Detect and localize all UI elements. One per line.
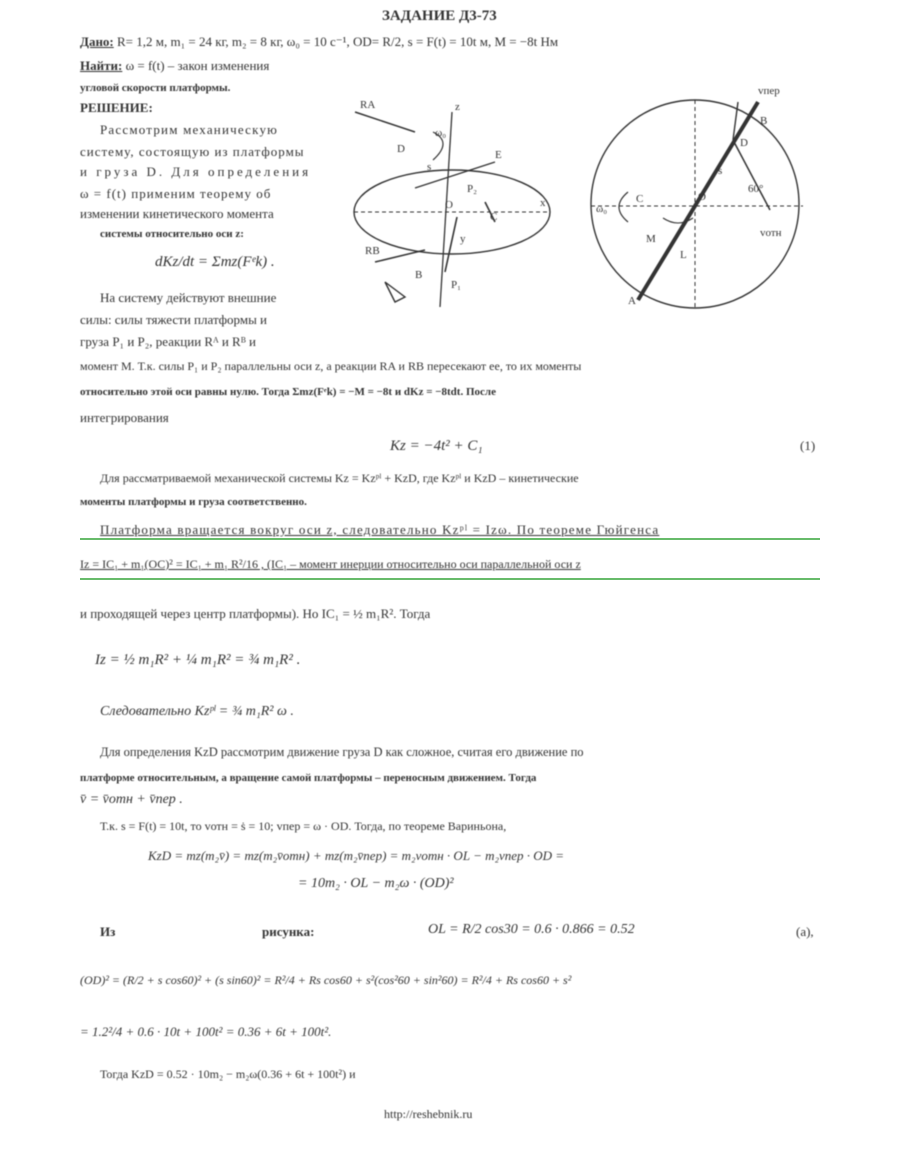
- label-b: B: [415, 269, 423, 281]
- platform-top-view-figure: [588, 82, 818, 322]
- label-y: y: [460, 233, 466, 245]
- label-60deg: 60°: [748, 183, 764, 195]
- platform-line-1: Платформа вращается вокруг оси z, следовательно Kzᵖˡ = Izω. По теореме Гюйгенса: [100, 522, 660, 537]
- eq-number-1: (1): [800, 438, 816, 453]
- eq-theorem: dKz/dt = Σmz(Fᵉk) .: [155, 254, 275, 270]
- page-title: ЗАДАНИЕ Д3-73: [382, 8, 497, 24]
- label-a: A: [628, 295, 636, 307]
- forces-line-4: момент M. Т.к. силы P₁ и P₂ параллельны оси z, а реакции RA и RB пересекают ее, то их моменты: [80, 359, 582, 373]
- figure-ref-num: (a),: [796, 924, 814, 939]
- eq-kpl: Следовательно Kzᵖˡ = ¾ m₁R² ω .: [100, 704, 294, 719]
- highlight-rule-top: [80, 538, 820, 540]
- system-line-2: моменты платформы и груза соответственно.: [80, 496, 307, 508]
- force-p1: [445, 217, 457, 272]
- load-line-3: v̄ = v̄отн + v̄пер .: [80, 792, 183, 807]
- label-c-right: C: [636, 193, 644, 205]
- label-p2: P₂: [467, 183, 477, 195]
- label-o: O: [445, 199, 453, 211]
- platform-3d-figure: [345, 92, 560, 312]
- label-votn: vотн: [760, 227, 782, 239]
- system-line-1: Для рассматриваемой механической системы Kz = Kzᵖˡ + KzD, где Kzᵖˡ и KzD – кинетические: [100, 471, 579, 485]
- label-rb: RB: [365, 245, 380, 257]
- forces-line-5: относительно этой оси равны нулю. Тогда Σmz(Fᵉk) = −M = −8t и dKz = −8tdt. После: [80, 386, 496, 398]
- solution-label: РЕШЕНИЕ:: [80, 100, 153, 115]
- intro-line-5: изменении кинетического момента: [80, 206, 274, 221]
- label-o-right: O: [698, 191, 706, 203]
- find-label: Найти:: [80, 58, 123, 73]
- intro-line-1: Рассмотрим механическую: [100, 122, 279, 137]
- label-b-right: B: [760, 115, 768, 127]
- highlight-rule-bottom: [80, 578, 820, 580]
- label-s-right: s: [718, 165, 723, 177]
- intro-line-2: систему, состоящую из платформы: [80, 144, 305, 159]
- label-e: E: [495, 149, 502, 161]
- find-text-2: угловой скорости платформы.: [80, 82, 231, 94]
- label-l: L: [680, 249, 687, 261]
- final-line: Тогда KzD = 0.52 · 10m₂ − m₂ω(0.36 + 6t + 100t²) и: [100, 1067, 356, 1081]
- figure-ref-left: Из: [100, 924, 116, 939]
- tk-line: Т.к. s = F(t) = 10t, то vотн = ṡ = 10; vпер = ω · OD. Тогда, по теореме Вариньона,: [100, 819, 507, 833]
- figure-ref-eq: OL = R/2 cos30 = 0.6 · 0.866 = 0.52: [428, 922, 635, 937]
- omega-arc-right: [619, 192, 628, 222]
- forces-line-2: силы: силы тяжести платформы и: [80, 312, 268, 327]
- intro-line-4: ω = f(t) применим теорему об: [80, 186, 272, 201]
- label-x: x: [540, 197, 546, 209]
- reaction-ra: [355, 112, 415, 132]
- footer-url: http://reshebnik.ru: [384, 1107, 473, 1121]
- platform-line-2: Iz = IC₁ + m₁(OC)² = IC₁ + m₁ R²/16 , (IC₁ – момент инерции относительно оси параллельной оси z: [80, 557, 581, 571]
- label-s: s: [427, 161, 432, 173]
- label-d-right: D: [740, 137, 748, 149]
- given-label: Дано:: [80, 34, 114, 49]
- find-text-1: ω = f(t) – закон изменения: [125, 58, 270, 73]
- label-vper: vпер: [758, 85, 780, 97]
- label-p1: P₁: [451, 279, 461, 291]
- given-line: [80, 34, 558, 50]
- given-text: R= 1,2 м, m₁ = 24 кг, m₂ = 8 кг, ω₀ = 10 с⁻¹, OD= R/2, s = F(t) = 10t м, M = −8t Нм: [117, 34, 559, 49]
- figure-ref-middle: рисунка:: [262, 924, 315, 939]
- reaction-rb: [375, 250, 425, 262]
- eq-od-1: (OD)² = (R/2 + s cos60)² + (s sin60)² = R²/4 + Rs cos60 + s²(cos²60 + sin²60) = R²/4 + Rs cos60 + s²: [80, 973, 572, 987]
- label-ra: RA: [360, 99, 376, 111]
- forces-line-3: груза P₁ и P₂, реакции Rᴬ и Rᴮ и: [80, 334, 256, 349]
- label-omega0: ω₀: [435, 127, 447, 139]
- load-line-2: платформе относительным, а вращение самой платформы – переносным движением. Тогда: [80, 772, 537, 784]
- label-c: C: [490, 211, 498, 223]
- label-z: z: [455, 101, 460, 113]
- load-line-1: Для определения KzD рассмотрим движение груза D как сложное, считая его движение по: [100, 745, 584, 759]
- support-b: [385, 282, 405, 302]
- eq-varignon-2: = 10m₂ · OL − m₂ω · (OD)²: [298, 876, 454, 891]
- eq-inertia: Iz = ½ m₁R² + ¼ m₁R² = ¾ m₁R² .: [95, 652, 301, 668]
- label-m: M: [646, 233, 656, 245]
- forces-line-6: интегрирования: [80, 410, 169, 425]
- label-omega0-right: ω₀: [596, 203, 608, 215]
- eq-od-2: = 1.2²/4 + 0.6 · 10t + 100t² = 0.36 + 6t + 100t².: [80, 1024, 332, 1039]
- eq-integrated: Kz = −4t² + C₁: [390, 438, 483, 454]
- v-otn-vector: [733, 140, 770, 210]
- label-d: D: [397, 143, 405, 155]
- platform-line-3: и проходящей через центр платформы). Но IC₁ = ½ m₁R². Тогда: [80, 606, 431, 621]
- find-line: [80, 58, 269, 74]
- intro-line-3: и груза D. Для определения: [80, 164, 312, 179]
- eq-varignon-1: KzD = mz(m₂v̄) = mz(m₂v̄отн) + mz(m₂v̄пер) = m₂vотн · OL − m₂vпер · OD =: [148, 848, 565, 863]
- forces-line-1: На систему действуют внешние: [100, 290, 277, 305]
- intro-line-6: системы относительно оси z:: [100, 228, 244, 240]
